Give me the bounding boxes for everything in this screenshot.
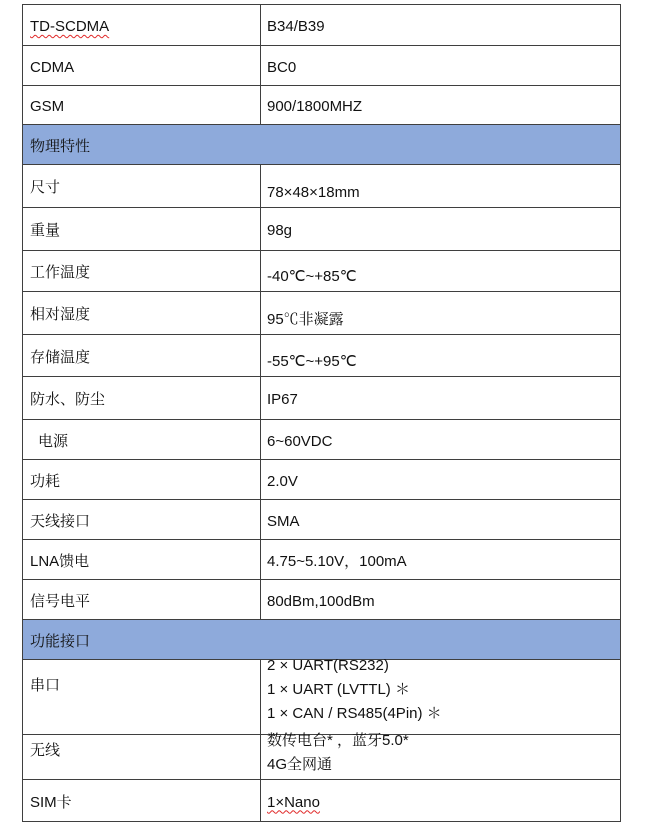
spec-value: 900/1800MHZ	[267, 98, 363, 115]
spec-value-cell	[261, 780, 621, 822]
spec-value: -55℃~+95℃	[267, 353, 357, 370]
spec-label-cell	[23, 165, 261, 208]
spec-label: 天线接口	[30, 512, 91, 530]
spec-value-line: 数传电台* ，蓝牙5.0*	[267, 732, 409, 749]
spec-label: 电源	[38, 432, 69, 450]
section-row	[23, 125, 621, 165]
spec-label: 串口	[30, 677, 61, 694]
spec-label: SIM卡	[30, 793, 72, 811]
spec-value-cell	[261, 377, 621, 420]
table-row	[23, 460, 621, 500]
spec-value-cell	[261, 46, 621, 86]
spec-value: 1×Nano	[267, 793, 320, 811]
section-title: 功能接口	[30, 632, 91, 650]
spec-value: 95℃非凝露	[267, 311, 344, 328]
spec-label-cell	[23, 460, 261, 500]
spec-value-cell	[261, 292, 621, 335]
spec-label-cell	[23, 335, 261, 377]
spec-value-cell	[261, 251, 621, 292]
spec-value-line: 4G全网通	[267, 756, 333, 773]
spec-label: 工作温度	[30, 264, 91, 281]
spec-value-cell	[261, 500, 621, 540]
spec-value: B34/B39	[267, 18, 325, 35]
table-row	[23, 165, 621, 208]
table-row	[23, 86, 621, 125]
spec-label-cell	[23, 292, 261, 335]
spec-value-cell	[261, 580, 621, 620]
spec-label: 存储温度	[30, 348, 91, 366]
spec-label: CDMA	[30, 58, 75, 76]
spec-value-cell	[261, 86, 621, 125]
spec-value-cell	[261, 657, 621, 735]
spec-label-cell	[23, 5, 261, 46]
spec-label-cell	[23, 500, 261, 540]
table-row	[23, 335, 621, 377]
table-row	[23, 780, 621, 822]
table-row	[23, 500, 621, 540]
spec-value: IP67	[267, 391, 298, 408]
table-row	[23, 540, 621, 580]
spec-value-lines	[267, 729, 614, 777]
spec-value: 98g	[267, 222, 293, 239]
spec-label-cell	[23, 251, 261, 292]
spec-label: TD-SCDMA	[30, 18, 110, 35]
table-row	[23, 46, 621, 86]
table-row	[23, 5, 621, 46]
spec-value-cell	[261, 732, 621, 780]
spec-label-cell	[23, 208, 261, 251]
spec-label: GSM	[30, 98, 65, 115]
table-row	[23, 735, 621, 780]
spec-value-cell	[261, 335, 621, 377]
spec-label-cell	[23, 86, 261, 125]
spec-label-cell	[23, 580, 261, 620]
spec-label: 防水、防尘	[30, 391, 106, 408]
spec-value: 6~60VDC	[267, 432, 333, 450]
section-header-cell	[23, 125, 621, 165]
table-row	[23, 580, 621, 620]
spec-label-cell	[23, 540, 261, 580]
spec-value: BC0	[267, 58, 297, 76]
spec-value-cell	[261, 420, 621, 460]
spec-value-lines	[267, 654, 614, 726]
table-row	[23, 208, 621, 251]
spec-label: 重量	[30, 222, 61, 239]
spec-label: 功耗	[30, 472, 61, 490]
spec-value: 80dBm,100dBm	[267, 592, 375, 610]
spec-label-cell	[23, 420, 261, 460]
spec-label-cell	[23, 660, 261, 735]
spec-value: 4.75~5.10V，100mA	[267, 552, 407, 570]
spec-label-cell	[23, 46, 261, 86]
spec-value-cell	[261, 165, 621, 208]
spec-value-line: 1 × UART (LVTTL) ＊	[267, 681, 410, 698]
spec-label-cell	[23, 735, 261, 780]
spec-value-cell	[261, 460, 621, 500]
spec-value-cell	[261, 540, 621, 580]
spec-label: 相对湿度	[30, 306, 91, 323]
spec-value: 2.0V	[267, 472, 298, 490]
spec-label: 无线	[30, 742, 61, 759]
spec-value: 78×48×18mm	[267, 184, 360, 201]
spec-table	[22, 4, 621, 822]
spec-label: LNA馈电	[30, 552, 90, 570]
spec-value: -40℃~+85℃	[267, 268, 357, 285]
table-row	[23, 251, 621, 292]
spec-value-cell	[261, 5, 621, 46]
spec-value-line: 1 × CAN / RS485(4Pin) ＊	[267, 705, 442, 722]
table-row	[23, 292, 621, 335]
spec-label-cell	[23, 780, 261, 822]
spec-value: SMA	[267, 512, 300, 530]
table-row	[23, 420, 621, 460]
spec-value-cell	[261, 208, 621, 251]
spec-label: 信号电平	[30, 592, 91, 610]
table-row	[23, 660, 621, 735]
table-row	[23, 377, 621, 420]
spec-value-line: 2 × UART(RS232)	[267, 657, 389, 674]
section-title: 物理特性	[30, 137, 91, 155]
spec-label-cell	[23, 377, 261, 420]
spec-label: 尺寸	[30, 179, 61, 196]
